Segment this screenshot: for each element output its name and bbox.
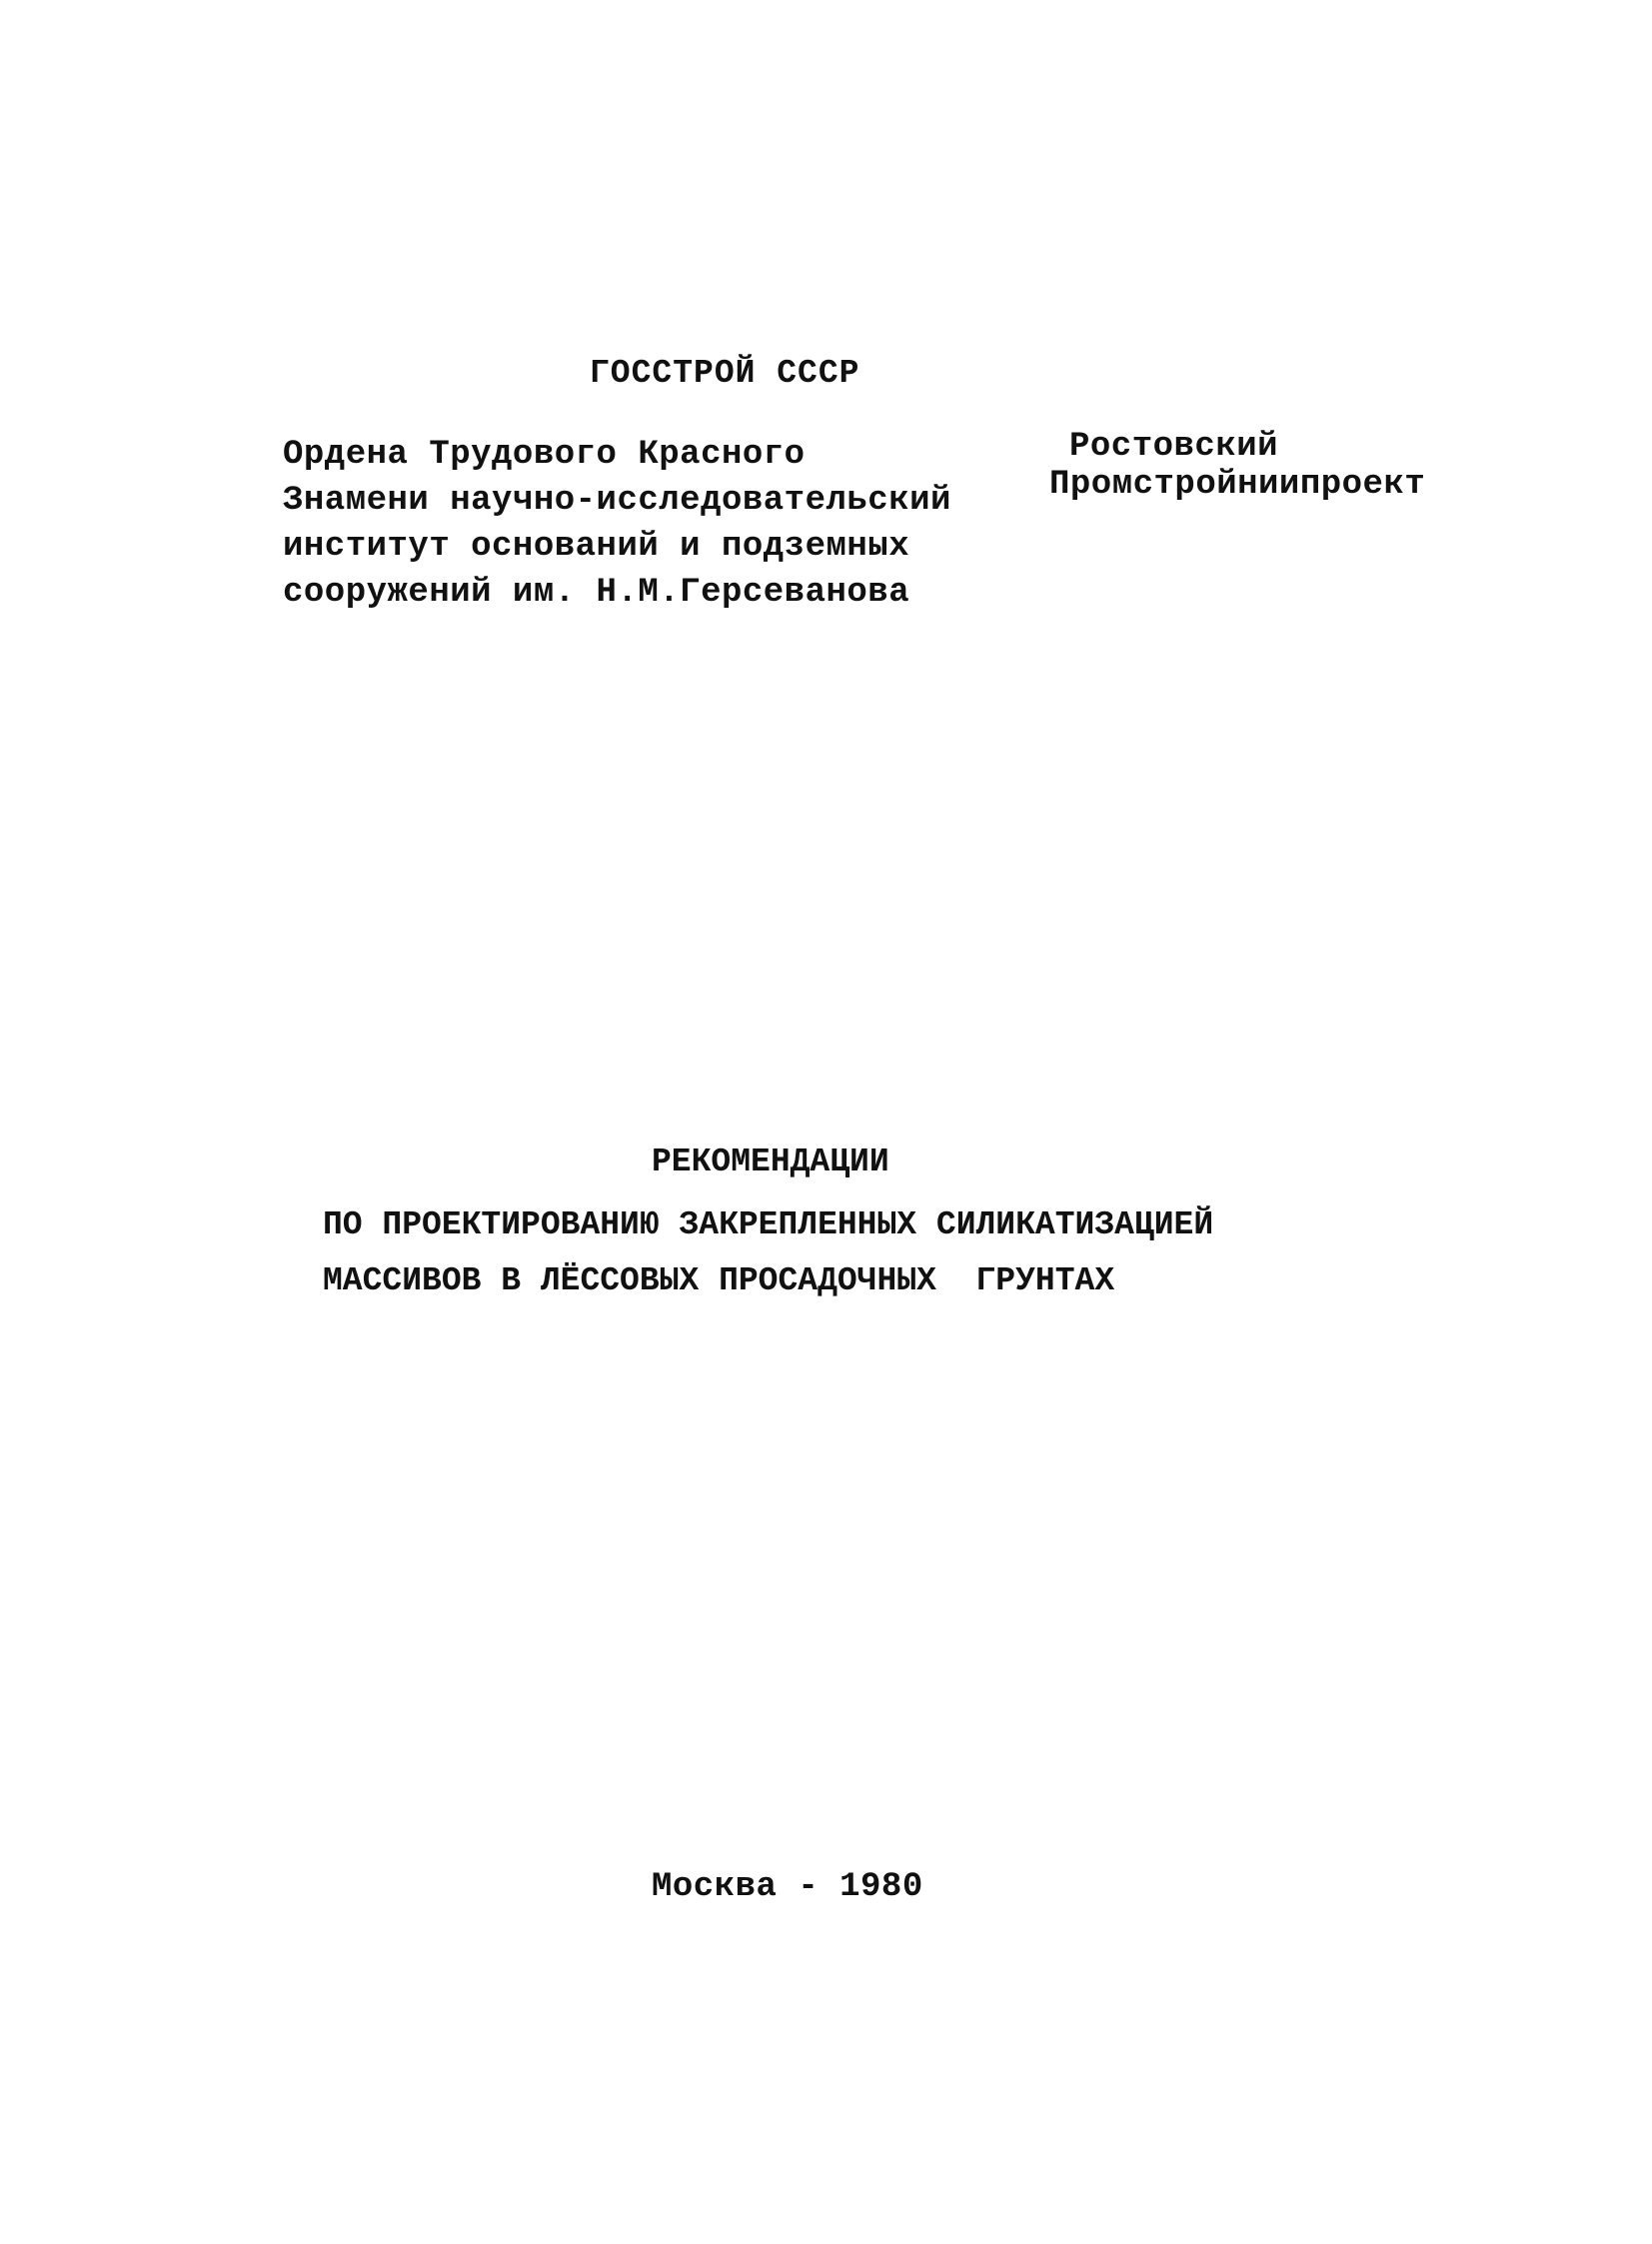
document-subtitle: [323, 1197, 1213, 1309]
coauthor-line: Ростовский: [1069, 428, 1279, 466]
imprint-place-year: Москва - 1980: [652, 1868, 923, 1906]
institute-line: Ордена Трудового Красного: [283, 436, 806, 474]
institute-block: [283, 432, 951, 616]
institute-line: Знамени научно-исследовательский: [283, 482, 951, 520]
coauthor-block: [1049, 428, 1425, 504]
agency-heading: ГОССТРОЙ СССР: [590, 355, 860, 392]
institute-line: институт оснований и подземных: [283, 528, 910, 566]
subtitle-line: МАССИВОВ В ЛЁССОВЫХ ПРОСАДОЧНЫХ ГРУНТАХ: [323, 1262, 1115, 1299]
institute-line: сооружений им. Н.М.Герсеванова: [283, 574, 910, 612]
subtitle-line: ПО ПРОЕКТИРОВАНИЮ ЗАКРЕПЛЕННЫХ СИЛИКАТИЗАЦИЕЙ: [323, 1206, 1214, 1243]
coauthor-line: Промстройниипроект: [1049, 466, 1426, 504]
document-type-title: РЕКОМЕНДАЦИИ: [652, 1143, 889, 1180]
